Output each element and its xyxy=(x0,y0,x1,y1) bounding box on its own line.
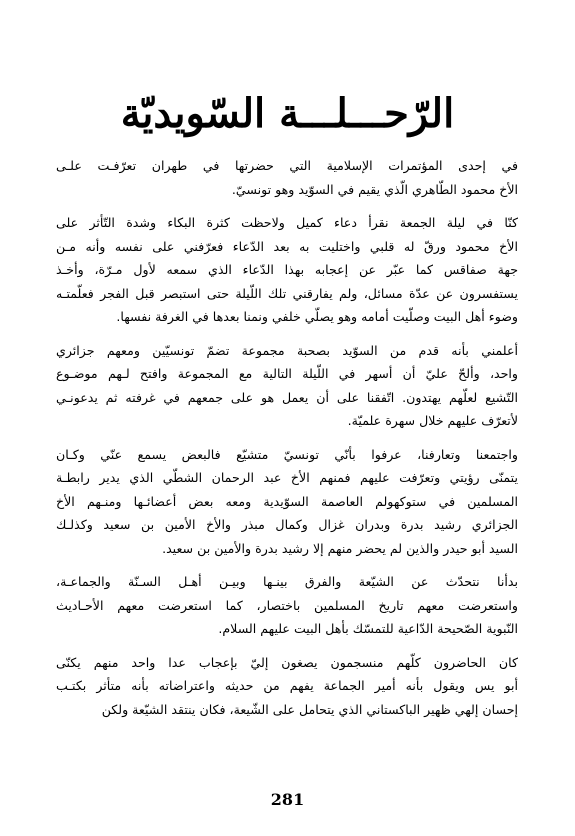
chapter-title: الرّحـــلـــة السّويديّة xyxy=(120,90,455,137)
text-line: واجتمعنا وتعارفنا، عرفوا بأنّي تونسيّ متشيّع فالبعض يسمع عنّي وكـان xyxy=(56,446,518,462)
text-line: الجزائري رشيد بدرة وبدران غزال وكمال مبذر والأخ الأمين بن سعيد وكذلـك xyxy=(56,517,518,532)
text-line: واستعرضت معهم تاريخ المسلمين باختصار، كما استعرضت معهم الأحـاديث xyxy=(56,597,518,613)
text-line: أعلمني بأنه قدم من السوّيد بصحبة مجموعة تضمّ تونسيّين ومعهم جزائري xyxy=(56,342,518,358)
text-line: النّبوية الصّحيحة الدّاعية للتمسّك بأهل البيت عليهم السلام. xyxy=(218,621,518,636)
text-line: السيد أبو حيدر والذين لم يحضر منهم إلا رشيد بدرة والأمين بن سعيد. xyxy=(162,540,518,556)
page-number: 281 xyxy=(270,790,305,809)
page-body xyxy=(56,154,518,731)
text-line: يستفسرون عن عدّة مسائل، ولم يفارقني تلك اللّيلة حتى استبصر قبل الفجر فعلّمتـه xyxy=(56,285,518,301)
text-line: لأتعرّف عليهم خلال سهرة علميّة. xyxy=(347,413,518,428)
text-line: كنّا في ليلة الجمعة نقرأ دعاء كميل ولاحظت كثرة البكاء وشدة التّأثر على xyxy=(56,215,518,230)
text-line: الأخ محمود ورقّ له قلبي واختليت به بعد الدّعاء فعرّفني على نفسه وأنه مـن xyxy=(56,238,518,254)
text-line: أبو يس ويقول بأنه أمير الجماعة يفهم من حديثه واعتراضاته بأنه متأثر بكتـب xyxy=(56,678,518,693)
text-line: بدأنا نتحدّث عن الشيّعة والفرق بينـها وبيـن أهـل السـنّة والجماعـة، xyxy=(56,574,518,589)
text-line: المسلمين في ستوكهولم العاصمة السوّيدية ومعه بعض أعضائـها ومنـهم الأخ xyxy=(56,493,518,509)
text-line: الأخ محمود الطّاهري الّذي يقيم في السوّيد وهو تونسيّ. xyxy=(231,181,518,197)
paragraph xyxy=(56,443,518,561)
text-line: جهة صفاقس كما عبّر عن إعجابه بهذا الدّعاء الذي سمعه لأول مـرّة، وأخـذ xyxy=(56,262,518,277)
paragraph xyxy=(56,339,518,433)
text-line: كان الحاضرون كلّهم منسجمون يصغون إليّ بإعجاب عدا واحد منهم يكنّى xyxy=(56,654,518,670)
text-line: وضوء أهل البيت وصلّيت أمامه وهو يصلّي خلفي ونمنا بعدها في الغرفة نفسها. xyxy=(116,309,518,324)
text-line: التّشيع لعلّهم يهتدون. اتّفقنا على أن يعمل هو على جمعهم في غرفته ثم يدعونـي xyxy=(56,389,518,405)
paragraph xyxy=(56,154,518,201)
paragraph xyxy=(56,211,518,329)
paragraph xyxy=(56,651,518,722)
text-line: إحسان إلهي ظهير الباكستاني الذي يتحامل على الشّيعة، فكان ينتقد الشيّعة ولكن xyxy=(101,701,518,717)
text-line: يتمنّى رؤيتي وتعرّفت عليهم فمنهم الأخ عبد الرحمان الشطّي الذي يدير رابطـة xyxy=(56,470,518,485)
text-line: واحد، وألحّ عليّ أن أسهر في اللّيلة التالية مع المجموعة وافتح لـهم موضـوع xyxy=(56,366,518,381)
text-line: في إحدى المؤتمرات الإسلامية التي حضرتها في طهران تعرّفـت علـى xyxy=(56,158,518,173)
paragraph xyxy=(56,570,518,641)
